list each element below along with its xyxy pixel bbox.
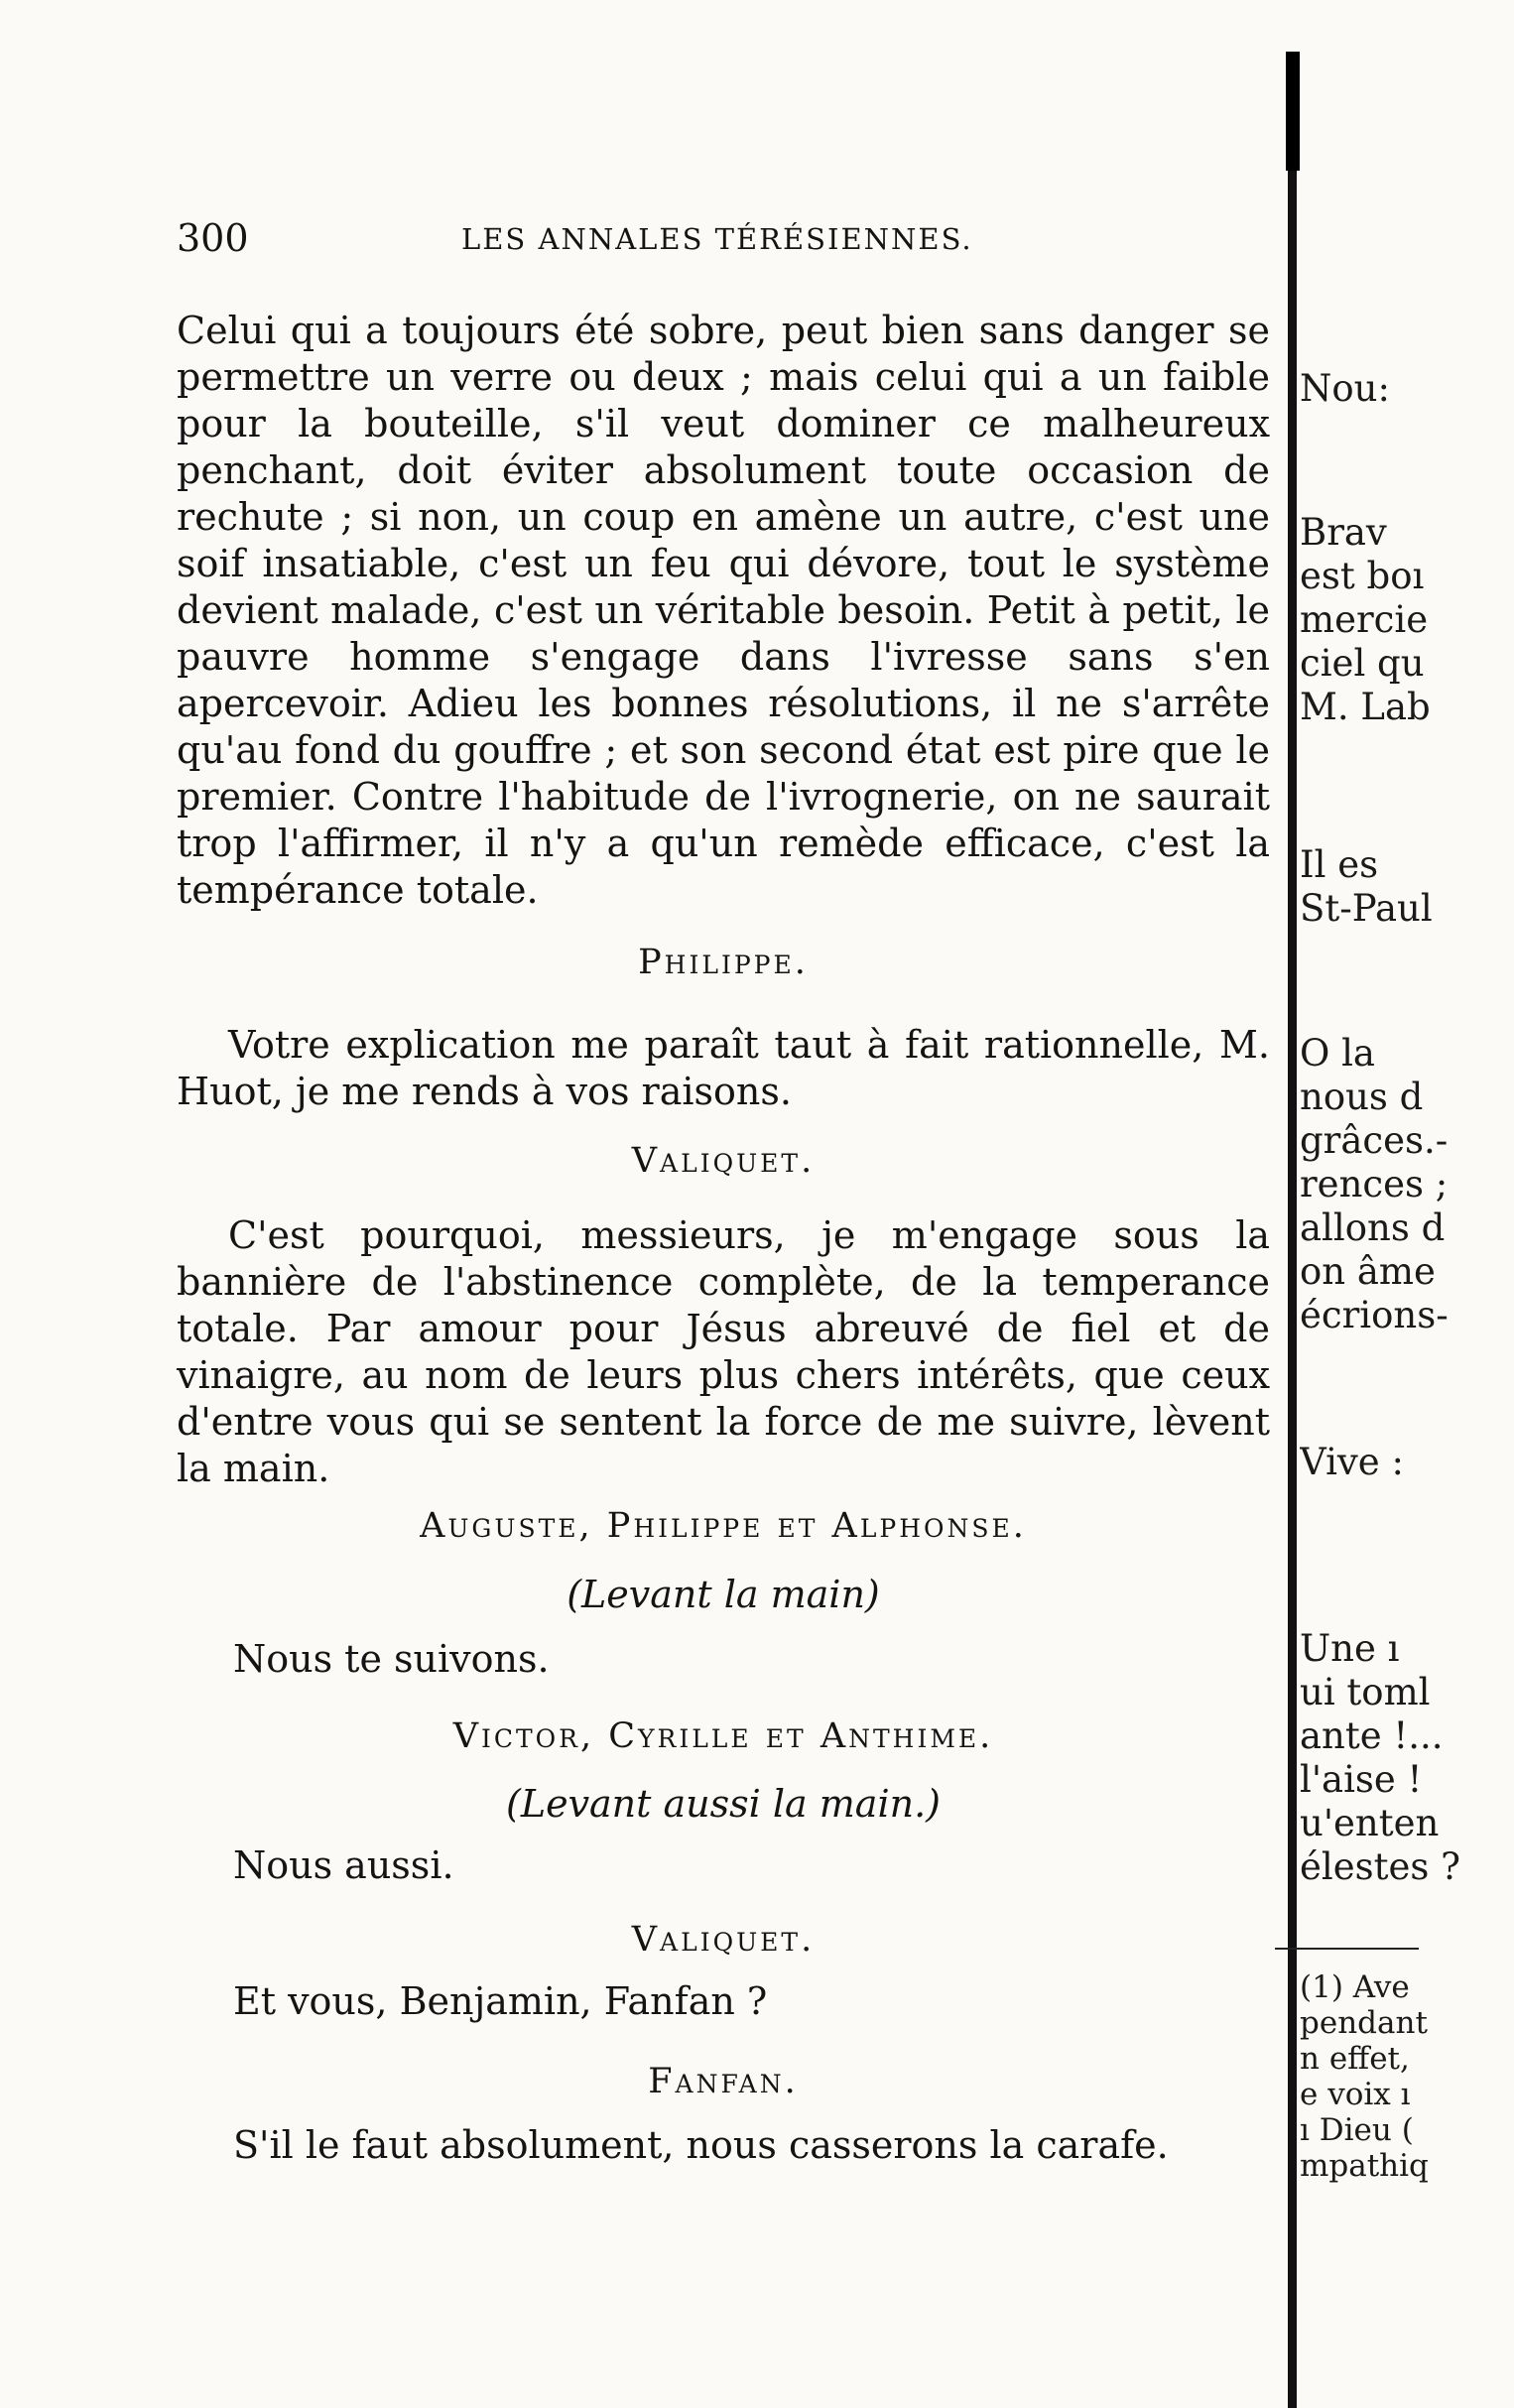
fragment-line: grâces.- [1300, 1119, 1449, 1162]
adjacent-footnote [1300, 1969, 1514, 2184]
fragment-line: ante !... [1300, 1714, 1444, 1757]
paragraph-text: C'est pourquoi, messieurs, je m'engage sous la bannière de l'abstinence complète, de la temperance totale. Par amour pour Jésus abreuvé de fiel et de vinaigre, au nom de leurs plus chers intérêts, que ceux d'entre vous qui se sentent la force de me suivre, lèvent la main. [177, 1213, 1270, 1490]
speaker-valiquet: Valiquet. [631, 1141, 816, 1181]
dialogue-line-3: Et vous, Benjamin, Fanfan ? [233, 1979, 768, 2023]
fragment-line: rences ; [1300, 1163, 1449, 1205]
dialogue-line-2: Nous aussi. [233, 1843, 454, 1887]
fragment-line: élestes ? [1300, 1845, 1460, 1888]
adjacent-fragment-5 [1300, 1441, 1514, 1484]
binding-gutter [1288, 55, 1297, 2408]
speaker-valiquet-2: Valiquet. [631, 1920, 816, 1960]
fragment-line: pendant [1300, 2005, 1428, 2041]
speaker-fanfan: Fanfan. [648, 2062, 799, 2101]
fragment-line: Nou: [1300, 367, 1390, 410]
adjacent-fragment-6 [1300, 1627, 1514, 1889]
fragment-line: Une ı [1300, 1627, 1400, 1670]
speaker-philippe: Philippe. [638, 943, 809, 982]
fragment-line: l'aise ! [1300, 1758, 1423, 1801]
adjacent-fragment-3 [1300, 843, 1514, 931]
fragment-line: ciel qu [1300, 642, 1425, 685]
fragment-line: Brav [1300, 511, 1387, 554]
stage-direction-1: (Levant la main) [567, 1573, 880, 1616]
paragraph-philippe [177, 1022, 1270, 1115]
footnote-rule [1275, 1948, 1419, 1950]
stage-direction-2: (Levant aussi la main.) [506, 1782, 941, 1826]
paragraph-text: Celui qui a toujours été sobre, peut bien sans danger se permettre un verre ou deux ; mais celui qui a un faible pour la bouteille, s'il veut dominer ce malheureux penchant, doit éviter absolument toute occasion de rechute ; si non, un coup en amène un autre, c'est une soif insatiable, c'est un feu qui dévore, tout le système devient malade, c'est un véritable besoin. Petit à petit, le pauvre homme s'engage dans l'ivresse sans s'en apercevoir. Adieu les bonnes résolutions, il ne s'arrête qu'au fond du gouffre ; et son second état est pire que le premier. Contre l'habitude de l'ivrognerie, on ne saurait trop l'affirmer, il n'y a qu'un remède efficace, c'est la tempérance totale. [177, 309, 1270, 912]
page-number: 300 [177, 216, 249, 260]
fragment-line: Il es [1300, 843, 1379, 886]
fragment-line: Vive : [1300, 1441, 1404, 1483]
fragment-line: est boı [1300, 555, 1425, 597]
fragment-line: St-Paul [1300, 887, 1433, 930]
speaker-group-2: Victor, Cyrille et Anthime. [452, 1716, 994, 1756]
fragment-line: mpathiq [1300, 2148, 1429, 2184]
running-title: LES ANNALES TÉRÉSIENNES. [461, 222, 973, 256]
paragraph-text: Votre explication me paraît taut à fait rationnelle, M. Huot, je me rends à vos raisons. [177, 1023, 1270, 1113]
speaker-group-1: Auguste, Philippe et Alphonse. [420, 1506, 1027, 1546]
paragraph-valiquet [177, 1212, 1270, 1492]
fragment-line: e voix ı [1300, 2077, 1411, 2112]
dialogue-line-1: Nous te suivons. [233, 1637, 550, 1681]
fragment-line: O la [1300, 1032, 1375, 1075]
binding-edge [1286, 52, 1300, 171]
fragment-line: allons d [1300, 1206, 1446, 1249]
fragment-line: mercie [1300, 598, 1429, 641]
adjacent-fragment-1 [1300, 367, 1514, 411]
fragment-line: u'enten [1300, 1802, 1440, 1844]
fragment-line: (1) Ave [1300, 1969, 1410, 2005]
fragment-line: nous d [1300, 1076, 1424, 1118]
adjacent-fragment-2 [1300, 511, 1514, 729]
fragment-line: n effet, [1300, 2041, 1410, 2077]
fragment-line: ı Dieu ( [1300, 2112, 1414, 2148]
adjacent-fragment-4 [1300, 1032, 1514, 1337]
dialogue-line-4: S'il le faut absolument, nous casserons la carafe. [233, 2123, 1169, 2167]
paragraph-temperance [177, 308, 1270, 914]
fragment-line: ui toml [1300, 1671, 1431, 1713]
fragment-line: M. Lab [1300, 686, 1431, 728]
fragment-line: écrions- [1300, 1294, 1449, 1336]
fragment-line: on âme [1300, 1250, 1436, 1293]
